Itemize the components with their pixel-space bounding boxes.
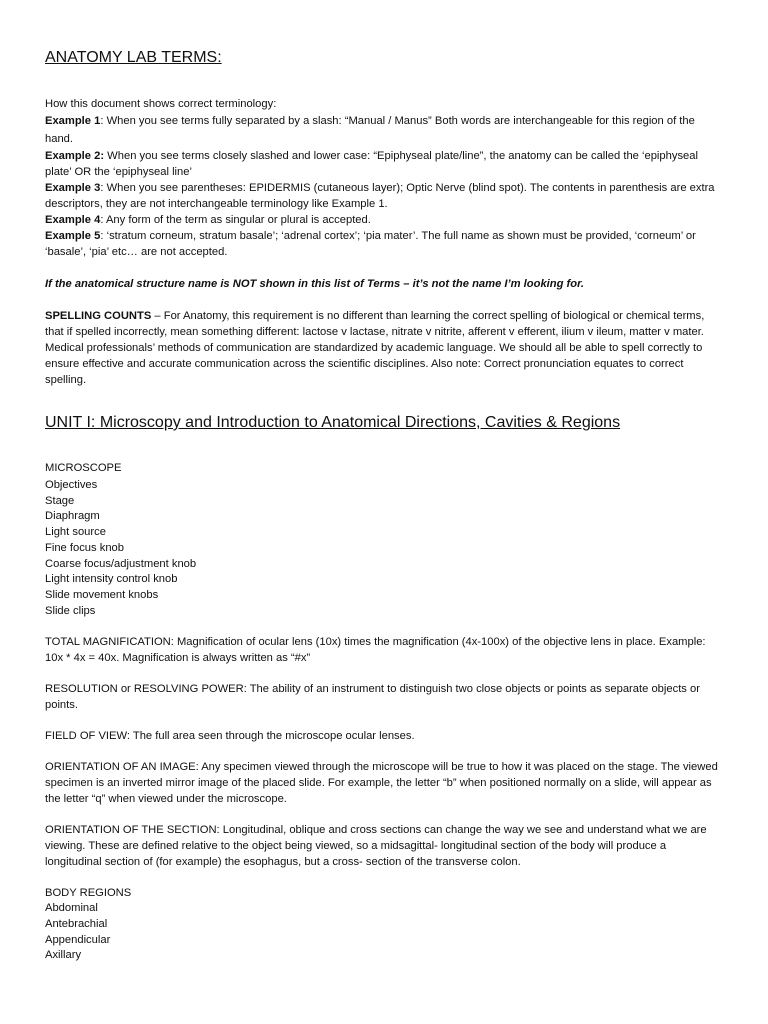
microscope-heading: MICROSCOPE [45, 462, 122, 474]
definition-orientation-section: ORIENTATION OF THE SECTION: Longitudinal, oblique and cross sections can change the way we see and understand what we are viewing. These are defined relative to the object being viewed, so a midsagittal- longitudinal section of the body will produce a longitudinal section of (for example) the esophagus, but a cross- section of the transverse colon. [45, 824, 707, 869]
unit-title: UNIT I: Microscopy and Introduction to Anatomical Directions, Cavities & Regions [45, 414, 621, 431]
example-4: Example 4: Any form of the term as singular or plural is accepted. [45, 214, 371, 226]
definition-orientation-image: ORIENTATION OF AN IMAGE: Any specimen viewed through the microscope will be true to how it was placed on the stage. The viewed specimen is an inverted mirror image of the placed slide. For example, the letter “b” when positioned normally on a slide, will appear as the letter “q” when viewed under the microscope. [45, 761, 718, 806]
example-label: Example 1 [45, 115, 101, 127]
list-item: Coarse focus/adjustment knob [45, 557, 197, 570]
spelling-label: SPELLING COUNTS [45, 310, 152, 322]
list-item: Stage [45, 494, 75, 507]
example-label: Example 5 [45, 230, 101, 242]
example-label: Example 3 [45, 182, 101, 194]
example-text: When you see terms closely slashed and lower case: “Epiphyseal plate/line”, the anatomy can be called the ‘epiphyseal plate’ OR the ‘epiphyseal line’ [45, 150, 698, 178]
example-label: Example 4 [45, 214, 101, 226]
list-item: Abdominal [45, 902, 98, 915]
warning-note: If the anatomical structure name is NOT shown in this list of Terms – it’s not the name I’m looking for. [45, 278, 584, 290]
example-2 [45, 148, 725, 180]
spelling-text: – For Anatomy, this requirement is no different than learning the correct spelling of biological or chemical terms, that if spelled incorrectly, mean something different: lactose v lactase, nitrate v nitrite, afferent v efferent, ilium v ileum, matter v mater. Medical professionals’ methods of communication are standardized by academic language. We should all be able to spell correctly to ensure effective and accurate communication across the scientific disciplines. Also note: Correct pronunciation equates to correct spelling. [45, 310, 705, 386]
document-content [45, 48, 725, 964]
microscope-list [45, 478, 725, 619]
list-item: Slide movement knobs [45, 588, 159, 601]
list-item: Fine focus knob [45, 541, 124, 554]
list-item: Slide clips [45, 604, 96, 617]
body-regions-heading: BODY REGIONS [45, 887, 132, 900]
example-label: Example 2: [45, 150, 105, 162]
example-3: Example 3: When you see parentheses: EPIDERMIS (cutaneous layer); Optic Nerve (blind spot). The contents in parenthesis are extra descriptors, they are not interchangeable terminology like Example 1. [45, 182, 715, 210]
list-item: Appendicular [45, 933, 111, 946]
spelling-paragraph [45, 308, 725, 388]
intro-text: How this document shows correct terminology: [45, 98, 277, 110]
list-item: Axillary [45, 949, 82, 962]
body-regions-list [45, 901, 725, 964]
definition-resolution: RESOLUTION or RESOLVING POWER: The ability of an instrument to distinguish two close objects or points as separate objects or points. [45, 683, 700, 712]
example-text: Any form of the term as singular or plural is accepted. [103, 214, 371, 226]
list-item: Antebrachial [45, 918, 108, 931]
example-text: When you see parentheses: EPIDERMIS (cutaneous layer); Optic Nerve (blind spot). The contents in parenthesis are extra descriptors, they are not interchangeable terminology like Example 1. [45, 182, 715, 210]
example-text: ‘stratum corneum, stratum basale’; ‘adrenal cortex’; ‘pia mater’. The full name as shown must be provided, ‘corneum’ or ‘basale’, ‘pia’ etc… are not accepted. [45, 230, 696, 258]
definition-field-of-view: FIELD OF VIEW: The full area seen through the microscope ocular lenses. [45, 730, 415, 743]
definition-total-magnification: TOTAL MAGNIFICATION: Magnification of ocular lens (10x) times the magnification (4x-100x) of the objective lens in place. Example: 10x * 4x = 40x. Magnification is always written as “#x” [45, 636, 706, 665]
example-5: Example 5: ‘stratum corneum, stratum basale’; ‘adrenal cortex’; ‘pia mater’. The full name as shown must be provided, ‘corneum’ or ‘basale’, ‘pia’ etc… are not accepted. [45, 230, 696, 258]
example-text: When you see terms fully separated by a slash: “Manual / Manus” Both words are interchangeable for this region of the hand. [45, 115, 695, 145]
list-item: Light intensity control knob [45, 573, 178, 586]
page-title: ANATOMY LAB TERMS: [45, 49, 222, 66]
list-item: Diaphragm [45, 510, 100, 523]
example-1: Example 1: When you see terms fully separated by a slash: “Manual / Manus” Both words are interchangeable for this region of the hand. [45, 115, 695, 145]
list-item: Objectives [45, 479, 98, 491]
list-item: Light source [45, 526, 106, 539]
